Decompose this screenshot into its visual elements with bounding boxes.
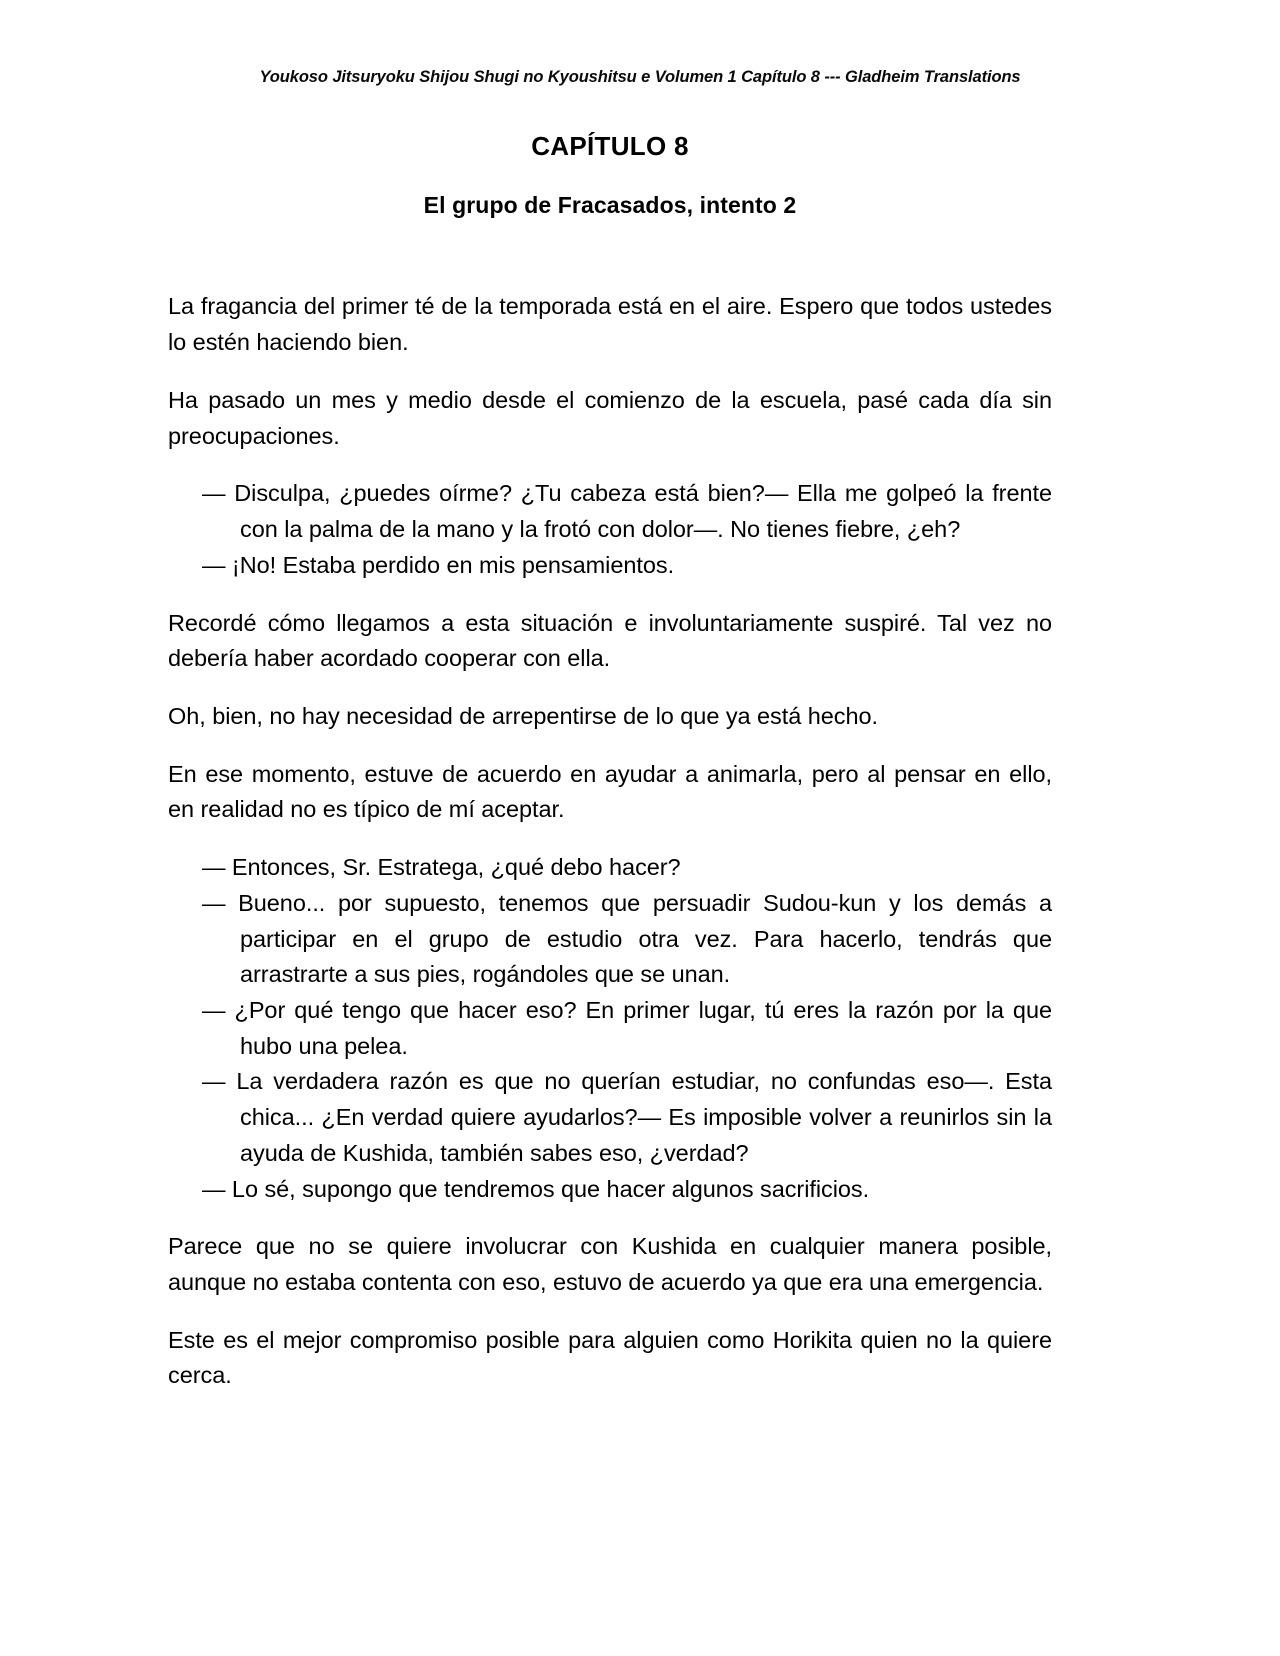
dialogue-line: — ¿Por qué tengo que hacer eso? En primer lugar, tú eres la razón por la que hubo una pelea. <box>202 996 1052 1059</box>
dialogue-line: — ¡No! Estaba perdido en mis pensamientos. <box>202 551 675 578</box>
page-content <box>168 132 1052 1394</box>
dialogue-line: — Disculpa, ¿puedes oírme? ¿Tu cabeza está bien?— Ella me golpeó la frente con la palma de la mano y la frotó con dolor—. No tienes fiebre, ¿eh? <box>202 480 1052 543</box>
body-paragraph: En ese momento, estuve de acuerdo en ayudar a animarla, pero al pensar en ello, en realidad no es típico de mí aceptar. <box>168 760 1052 823</box>
dialogue-line: — Lo sé, supongo que tendremos que hacer algunos sacrificios. <box>202 1175 870 1202</box>
body-paragraph: Parece que no se quiere involucrar con Kushida en cualquier manera posible, aunque no estaba contenta con eso, estuvo de acuerdo ya que era una emergencia. <box>168 1233 1052 1296</box>
dialogue-line: — Entonces, Sr. Estratega, ¿qué debo hacer? <box>202 854 681 881</box>
chapter-title: El grupo de Fracasados, intento 2 <box>423 191 797 218</box>
dialogue-line: — Bueno... por supuesto, tenemos que persuadir Sudou-kun y los demás a participar en el grupo de estudio otra vez. Para hacerlo, tendrás que arrastrarte a sus pies, rogándoles que se unan. <box>202 889 1052 988</box>
body-paragraph: Este es el mejor compromiso posible para alguien como Horikita quien no la quiere cerca. <box>168 1326 1052 1389</box>
body-paragraph: Oh, bien, no hay necesidad de arrepentirse de lo que ya está hecho. <box>168 702 878 729</box>
dialogue-group <box>168 476 1052 583</box>
body-paragraph: Recordé cómo llegamos a esta situación e involuntariamente suspiré. Tal vez no debería haber acordado cooperar con ella. <box>168 609 1052 672</box>
running-header: Youkoso Jitsuryoku Shijou Shugi no Kyoushitsu e Volumen 1 Capítulo 8 --- Gladheim Translations <box>259 68 1021 86</box>
body-paragraph: La fragancia del primer té de la temporada está en el aire. Espero que todos ustedes lo estén haciendo bien. <box>168 293 1052 356</box>
chapter-number: CAPÍTULO 8 <box>531 131 689 161</box>
body-paragraph: Ha pasado un mes y medio desde el comienzo de la escuela, pasé cada día sin preocupaciones. <box>168 386 1052 449</box>
dialogue-group <box>168 850 1052 1207</box>
chapter-body <box>168 289 1052 1394</box>
dialogue-line: — La verdadera razón es que no querían estudiar, no confundas eso—. Esta chica... ¿En verdad quiere ayudarlos?— Es imposible volver a reunirlos sin la ayuda de Kushida, también sabes eso, ¿verdad? <box>202 1068 1052 1166</box>
